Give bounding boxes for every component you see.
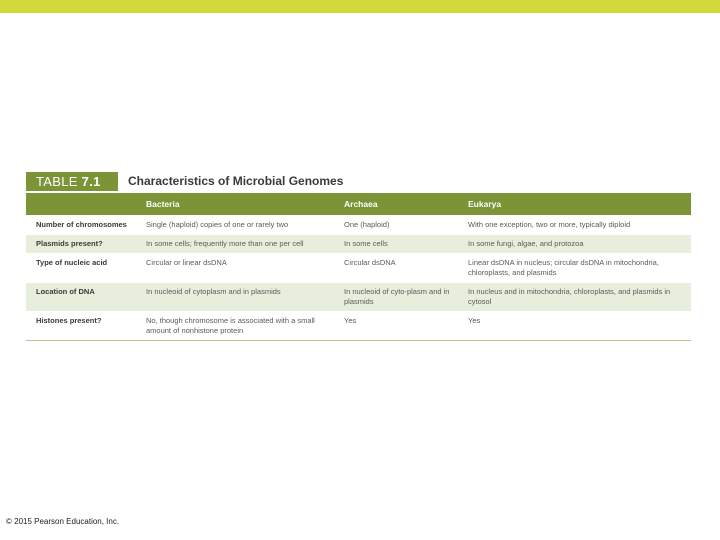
table-number-prefix: TABLE — [36, 174, 78, 189]
cell-archaea: Circular dsDNA — [344, 253, 468, 282]
cell-eukarya: In some fungi, algae, and protozoa — [468, 234, 691, 253]
row-label: Location of DNA — [26, 282, 146, 311]
genome-table — [26, 193, 691, 341]
top-accent-bar — [0, 0, 720, 13]
table-header-row — [26, 193, 691, 215]
column-header-bacteria: Bacteria — [146, 193, 344, 215]
cell-eukarya: In nucleus and in mitochondria, chloroplasts, and plasmids in cytosol — [468, 282, 691, 311]
table-title-row — [26, 172, 691, 193]
table-number-label — [26, 172, 118, 191]
table-row — [26, 282, 691, 311]
copyright-notice: © 2015 Pearson Education, Inc. — [6, 517, 120, 526]
cell-bacteria: In nucleoid of cytoplasm and in plasmids — [146, 282, 344, 311]
cell-eukarya: Linear dsDNA in nucleus; circular dsDNA in mitochondria, chloroplasts, and plasmids — [468, 253, 691, 282]
cell-bacteria: Single (haploid) copies of one or rarely two — [146, 215, 344, 234]
table-number: 7.1 — [81, 174, 101, 189]
cell-bacteria: No, though chromosome is associated with a small amount of nonhistone protein — [146, 311, 344, 340]
column-header-archaea: Archaea — [344, 193, 468, 215]
cell-archaea: One (haploid) — [344, 215, 468, 234]
cell-bacteria: Circular or linear dsDNA — [146, 253, 344, 282]
table-row — [26, 215, 691, 234]
column-header-eukarya: Eukarya — [468, 193, 691, 215]
cell-archaea: Yes — [344, 311, 468, 340]
table-row — [26, 311, 691, 340]
cell-archaea: In nucleoid of cyto-plasm and in plasmids — [344, 282, 468, 311]
cell-eukarya: With one exception, two or more, typically diploid — [468, 215, 691, 234]
row-label: Number of chromosomes — [26, 215, 146, 234]
column-header-empty — [26, 193, 146, 215]
cell-bacteria: In some cells; frequently more than one per cell — [146, 234, 344, 253]
row-label: Histones present? — [26, 311, 146, 340]
table-row — [26, 234, 691, 253]
table-caption: Characteristics of Microbial Genomes — [128, 174, 344, 188]
row-label: Plasmids present? — [26, 234, 146, 253]
row-label: Type of nucleic acid — [26, 253, 146, 282]
cell-eukarya: Yes — [468, 311, 691, 340]
table-row — [26, 253, 691, 282]
cell-archaea: In some cells — [344, 234, 468, 253]
